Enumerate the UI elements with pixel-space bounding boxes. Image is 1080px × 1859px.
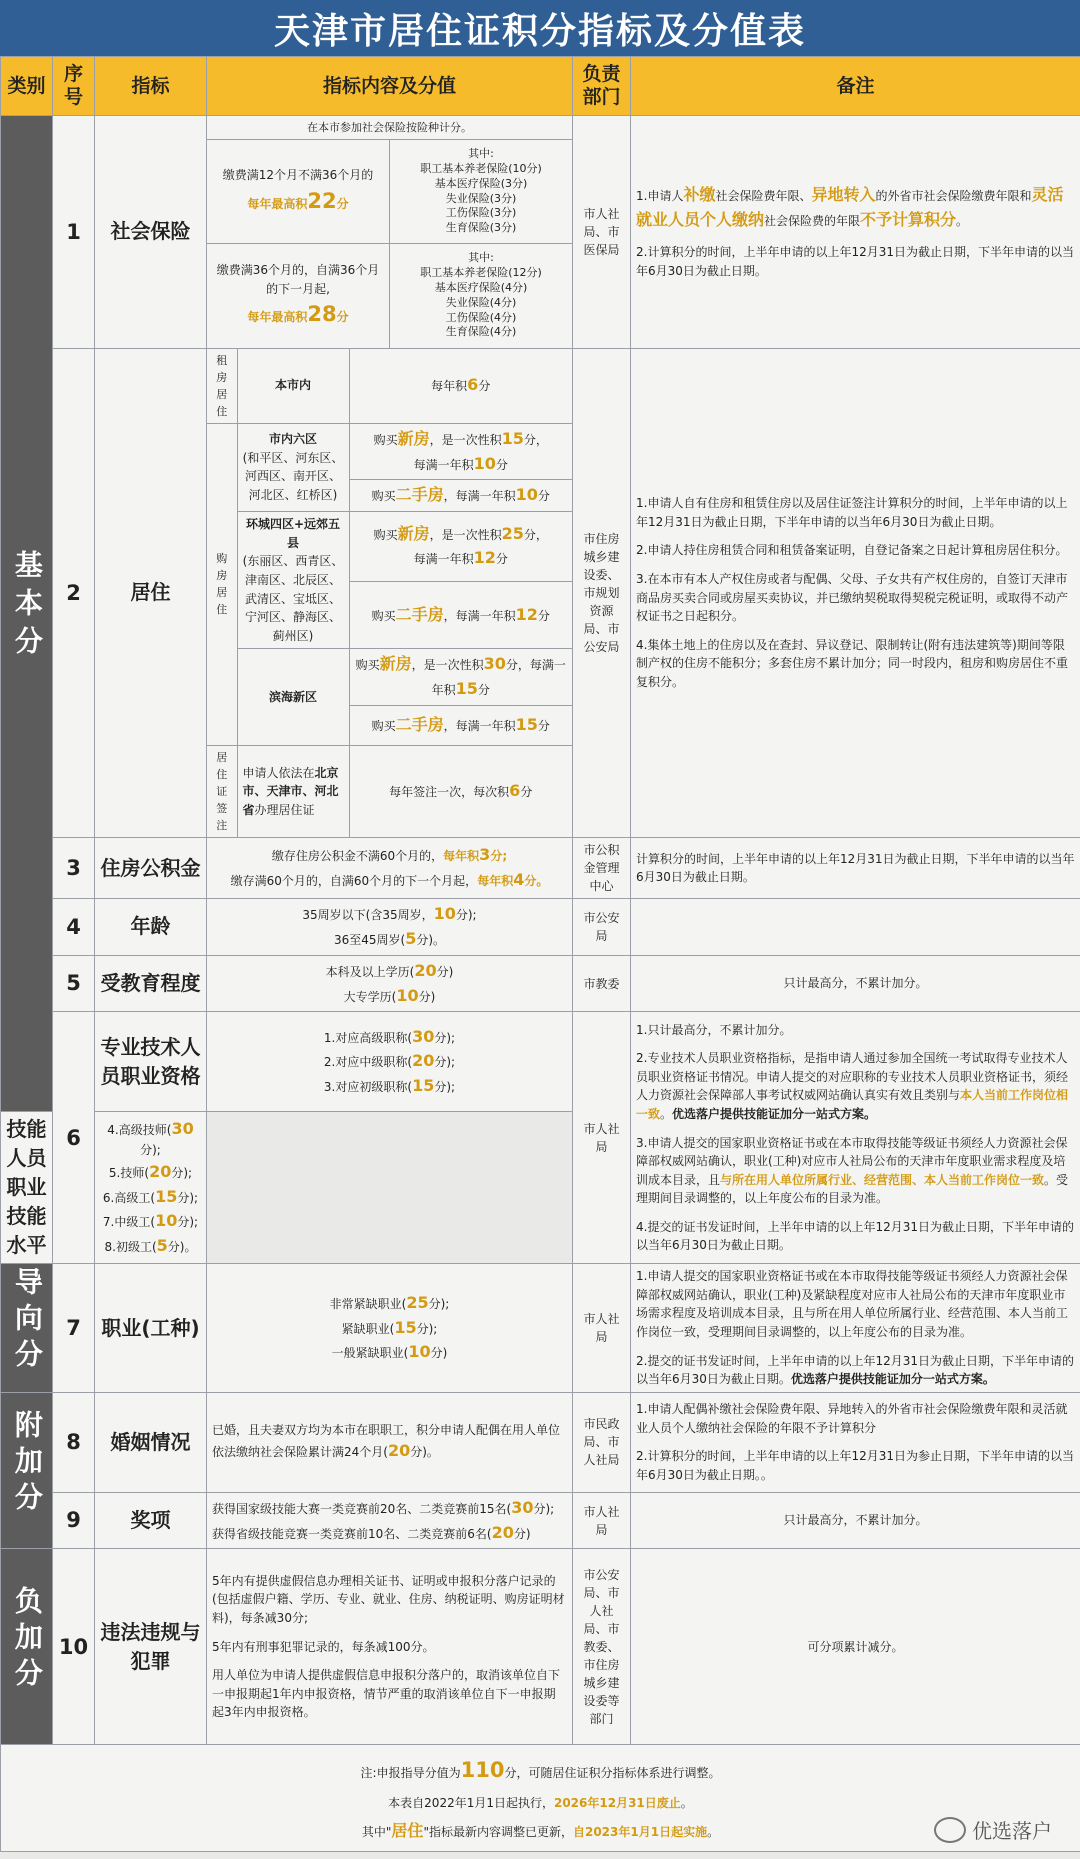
score-value: 20 xyxy=(412,1051,435,1071)
remark-text: 1.申请人 xyxy=(636,189,684,204)
score-value: 15 xyxy=(515,714,538,734)
row-number: 1 xyxy=(53,116,95,349)
remark-highlight: 不予计算积分 xyxy=(860,210,957,230)
content-text: 5年内有提供虚假信息办理相关证书、证明或申报积分落户记录的(包括虚假户籍、学历、专业、就业、住房、纳税证明、购房证明材料)，每条减30分; xyxy=(212,1573,565,1626)
header-indicator: 指标 xyxy=(95,57,207,116)
remark: 只计最高分，不累计加分。 xyxy=(631,1492,1080,1549)
content-text: 分); xyxy=(434,1055,456,1070)
remark-highlight: 补缴 xyxy=(683,185,716,205)
buy-label: 购房居住 xyxy=(207,423,237,745)
indicator-content xyxy=(207,348,573,838)
content-text: 已婚，且夫妻双方均为本市在职职工，积分申请人配偶在用人单位依法缴纳社会保险累计满24个月( xyxy=(212,1422,561,1460)
points-table xyxy=(0,56,1080,1852)
indicator-content xyxy=(207,838,573,899)
score-value: 20 xyxy=(387,1441,411,1461)
content-text: 生育保险(4分) xyxy=(445,325,517,339)
content-text: 4.高级技师( xyxy=(107,1122,172,1137)
score-value: 12 xyxy=(515,604,538,624)
content-text: 北京市、天津市、河北省 xyxy=(242,765,339,817)
score-value: 3 xyxy=(479,845,491,865)
content-text: 35周岁以下(含35周岁， xyxy=(302,908,434,923)
table-row xyxy=(1,1549,1080,1745)
footer-text: 其中" xyxy=(361,1825,392,1840)
table-row xyxy=(1,1492,1080,1549)
content-text: 一般紧缺职业( xyxy=(331,1346,409,1361)
remark-text: 1.申请人配偶补缴社会保险费年限、异地转入的外省市社会保险缴费年限和灵活就业人员个人缴纳社会保险的年限不予计算积分 xyxy=(636,1402,1068,1435)
content-text: 8.初级工( xyxy=(104,1240,157,1255)
score-value: 30 xyxy=(483,654,506,674)
remark-promo: 优选落户提供技能证加分一站式方案。 xyxy=(672,1106,877,1121)
department: 市民政局、市人社局 xyxy=(573,1392,631,1492)
content-text: 1.对应高级职称( xyxy=(323,1030,413,1045)
content-text: 职工基本养老保险(10分) xyxy=(420,161,542,175)
indicator-content xyxy=(207,1012,573,1112)
remark xyxy=(631,1264,1080,1393)
score-value: 5 xyxy=(156,1236,168,1256)
content-text: 分)。 xyxy=(410,1445,439,1460)
department: 市住房城乡建设委、市规划资源局、市公安局 xyxy=(573,348,631,838)
score-text: 分。 xyxy=(524,874,549,889)
content-text: 紧缺职业( xyxy=(341,1321,395,1336)
score-value: 10 xyxy=(515,485,538,505)
content-text: 购买 xyxy=(373,527,398,542)
remark: 计算积分的时间，上半年申请的以上年12月31日为截止日期，下半年申请的以当年6月30日为截止日期。 xyxy=(631,838,1080,899)
remark-text: 1.申请人提交的国家职业资格证书或在本市取得技能等级证书须经人力资源社会保障部权威网站确认，职业(工种)及紧缺程度对应市人社局公布的天津市年度职业市场需求程度及培训成本目录，且与所在用人单位所属行业、经营范围、本人当前工作岗位一致，受理期间目录调整的，以上年度公布的目录为准。 xyxy=(636,1269,1069,1340)
content-text: 分); xyxy=(434,1030,456,1045)
indicator-name: 奖项 xyxy=(95,1492,207,1549)
table-row xyxy=(1,1392,1080,1492)
indicator-content xyxy=(207,1392,573,1492)
content-text: 7.中级工( xyxy=(102,1215,156,1230)
score-text: 每年积 xyxy=(477,874,514,889)
score-value: 4 xyxy=(513,870,525,890)
score-value: 6 xyxy=(509,781,521,801)
remark xyxy=(631,116,1080,349)
indicator-content xyxy=(207,116,573,349)
row-number: 2 xyxy=(53,348,95,838)
score-text: 分 xyxy=(336,196,349,211)
content-text: 分 xyxy=(495,552,508,567)
department: 市教委 xyxy=(573,955,631,1012)
score-text: 新房 xyxy=(397,428,430,448)
content-text: 5.技师( xyxy=(108,1165,150,1180)
row-number: 7 xyxy=(53,1264,95,1393)
content-text: 分); xyxy=(177,1190,199,1205)
remark-text: 3.在本市有本人产权住房或者与配偶、父母、子女共有产权住房的，自签订天津市商品房买卖合同或房屋买卖协议，并已缴纳契税取得契税完税证明，或取得不动产权证书之日起积分。 xyxy=(636,571,1069,624)
row-number: 5 xyxy=(53,955,95,1012)
footer-text: 注:申报指导分值为 xyxy=(360,1766,461,1781)
indicator-content xyxy=(207,899,573,956)
score-value: 25 xyxy=(501,523,524,543)
indicator-name: 专业技术人员职业资格 xyxy=(95,1012,207,1112)
remark-text: 1.申请人自有住房和租赁住房以及居住证签注计算积分的时间，上半年申请的以上年12月31日为截止日期，下半年申请的以当年6月30日为截止日期。 xyxy=(636,496,1068,529)
content-text: 分 xyxy=(495,457,508,472)
content-text: 分) xyxy=(436,964,454,979)
content-text: 非常紧缺职业( xyxy=(329,1296,407,1311)
content-text: 其中: xyxy=(468,251,494,265)
content-text: 分); xyxy=(171,1165,193,1180)
content-text: 分， xyxy=(523,432,548,447)
row-number: 8 xyxy=(53,1392,95,1492)
score-value: 20 xyxy=(491,1522,514,1542)
content-text: 每年签注一次，每次积 xyxy=(389,785,510,800)
watermark-text: 优选落户 xyxy=(972,1819,1052,1843)
header-department: 负责部门 xyxy=(573,57,631,116)
visa-label: 居住证签注 xyxy=(207,745,237,837)
indicator-content xyxy=(207,1549,573,1745)
category-guide: 导向分 xyxy=(1,1264,53,1393)
category-negative: 负加分 xyxy=(1,1549,53,1745)
score-text: 二手房 xyxy=(395,604,444,624)
footer-text: "指标最新内容调整已更新， xyxy=(423,1825,573,1840)
score-value: 15 xyxy=(155,1186,178,1206)
score-text: 二手房 xyxy=(395,714,444,734)
indicator-name: 住房公积金 xyxy=(95,838,207,899)
remark-highlight: 本人当前工作岗位相一致 xyxy=(636,1088,1069,1121)
remark xyxy=(631,899,1080,956)
remark: 只计最高分，不累计加分。 xyxy=(631,955,1080,1012)
footer-highlight: 2026年12月31日废止 xyxy=(553,1796,681,1811)
score-value: 10 xyxy=(473,453,496,473)
score-text: 每年积 xyxy=(431,379,468,394)
remark-text: 2.专业技术人员职业资格指标，是指申请人通过参加全国统一考试取得专业技术人员职业资格证书情况。申请人提交的对应职称的专业技术人员职业资格证书，须经人力资源社会保障部人事考试权威网站确认真实有效且类别与 xyxy=(636,1051,1069,1103)
content-text: 分 xyxy=(537,718,550,733)
content-text: 分); xyxy=(140,1143,161,1158)
score-text: 每年最高积 xyxy=(247,310,308,325)
table-header-row xyxy=(1,57,1080,116)
indicator-content xyxy=(207,955,573,1012)
remark-text: 3.申请人提交的国家职业资格证书或在本市取得技能等级证书须经人力资源社会保障部权威网站确认，职业(工种)对应市人社局公布的天津市年度职业需求程度及培训成本目录，且 xyxy=(636,1135,1068,1187)
indicator-content xyxy=(95,1112,207,1264)
score-value: 15 xyxy=(394,1317,417,1337)
remark-highlight: 与所在用人单位所属行业、经营范围、本人当前工作岗位一致 xyxy=(720,1172,1045,1187)
content-text: ，每满一年积 xyxy=(443,608,516,623)
table-row xyxy=(1,1264,1080,1393)
score-value: 10 xyxy=(408,1342,431,1362)
content-text: 购买 xyxy=(371,718,396,733)
content-text: 分) xyxy=(513,1526,531,1541)
content-text: 缴费满36个月的，自满36个月的下一月起, xyxy=(216,262,380,296)
content-text: 购买 xyxy=(355,658,380,673)
indicator-name: 违法违规与犯罪 xyxy=(95,1549,207,1745)
zone-list: (和平区、河东区、河西区、南开区、河北区、红桥区) xyxy=(242,450,344,503)
header-category: 类别 xyxy=(1,57,53,116)
zone-name: 市内六区 xyxy=(268,432,317,447)
header-content: 指标内容及分值 xyxy=(207,57,573,116)
content-text: 分 xyxy=(537,489,550,504)
remark-text: 2.计算积分的时间，上半年申请的以上年12月31日为参止日期，下半年申请的以当年6月30日为截止日期。。 xyxy=(636,1449,1074,1482)
score-value: 5 xyxy=(405,928,417,948)
row-number: 10 xyxy=(53,1549,95,1745)
remark-highlight: 异地转入 xyxy=(811,185,876,205)
content-text: 工伤保险(3分) xyxy=(445,206,517,220)
content-text: 购买 xyxy=(371,608,396,623)
content-text: 获得国家级技能大赛一类竞赛前20名、二类竞赛前15名( xyxy=(212,1501,512,1516)
indicator-content xyxy=(207,1264,573,1393)
score-value: 28 xyxy=(307,302,337,327)
content-text: 大专学历( xyxy=(343,989,397,1004)
remark-text: 。 xyxy=(660,1106,673,1121)
department: 市公安局 xyxy=(573,899,631,956)
remark-text: 社会保险费年限、 xyxy=(715,189,812,204)
indicator-name: 社会保险 xyxy=(95,116,207,349)
content-text: 购买 xyxy=(371,489,396,504)
content-text: 5年内有刑事犯罪记录的，每条减100分。 xyxy=(212,1639,435,1654)
department: 市公积金管理中心 xyxy=(573,838,631,899)
content-text: ，是一次性积 xyxy=(429,432,502,447)
content-text: 2.对应中级职称( xyxy=(323,1055,413,1070)
remark-text: 1.只计最高分，不累计加分。 xyxy=(636,1022,792,1037)
content-text: 本科及以上学历( xyxy=(325,964,415,979)
zone-name: 滨海新区 xyxy=(237,649,349,746)
indicator-name: 受教育程度 xyxy=(95,955,207,1012)
content-text: 生育保险(3分) xyxy=(445,221,517,235)
score-text: 每年积 xyxy=(443,849,480,864)
row-number: 4 xyxy=(53,899,95,956)
footer-highlight: 自2023年1月1日起实施 xyxy=(572,1825,708,1840)
remark xyxy=(631,1392,1080,1492)
remark-text: 2.计算积分的时间，上半年申请的以上年12月31日为截止日期，下半年申请的以当年6月30日为截止日期。 xyxy=(636,244,1074,278)
page-title: 天津市居住证积分指标及分值表 xyxy=(0,0,1080,56)
score-text: 每年最高积 xyxy=(247,196,308,211)
remark-highlight: 灵活就业人员个人缴纳 xyxy=(636,185,1064,230)
content-text: 3.对应初级职称( xyxy=(323,1080,413,1095)
content-text: 缴费满12个月不满36个月的 xyxy=(222,167,374,182)
content-text: 在本市参加社会保险按险种计分。 xyxy=(207,116,572,140)
header-number: 序号 xyxy=(53,57,95,116)
content-text: 分 xyxy=(477,683,490,698)
score-text: 分; xyxy=(490,849,508,864)
score-value: 20 xyxy=(414,960,437,980)
indicator-content xyxy=(207,1492,573,1549)
content-text: 其中: xyxy=(468,147,494,161)
content-text: 分)。 xyxy=(167,1240,197,1255)
score-value: 15 xyxy=(455,679,478,699)
content-text: 分); xyxy=(428,1296,450,1311)
score-value: 10 xyxy=(433,904,456,924)
score-text: 分 xyxy=(336,310,349,325)
content-text: ，每满一年积 xyxy=(443,718,516,733)
score-text: 二手房 xyxy=(395,485,444,505)
content-text: 分 xyxy=(520,785,533,800)
row-number: 6 xyxy=(53,1012,95,1264)
content-text: 6.高级工( xyxy=(102,1190,156,1205)
content-text: 基本医疗保险(4分) xyxy=(434,280,528,294)
footer-highlight: 居住 xyxy=(391,1821,424,1841)
score-value: 15 xyxy=(412,1076,435,1096)
score-value: 12 xyxy=(473,548,496,568)
content-text: 每满一年积 xyxy=(413,552,474,567)
score-value: 6 xyxy=(467,375,479,395)
department: 市公安局、市人社局、市教委、市住房城乡建设委等部门 xyxy=(573,1549,631,1745)
indicator-name: 技能人员职业技能水平 xyxy=(1,1112,53,1264)
content-text: 工伤保险(4分) xyxy=(445,310,517,324)
header-remark: 备注 xyxy=(631,57,1080,116)
content-text: 获得省级技能竞赛一类竞赛前10名、二类竞赛前6名( xyxy=(212,1526,492,1541)
footer-text: 本表自2022年1月1日起执行， xyxy=(388,1796,554,1811)
content-text: 分); xyxy=(177,1215,199,1230)
remark: 可分项累计减分。 xyxy=(631,1549,1080,1745)
department: 市人社局 xyxy=(573,1012,631,1264)
content-text: 分); xyxy=(416,1321,438,1336)
remark-text: 2.申请人持住房租赁合同和租赁备案证明，自登记备案之日起计算租房居住积分。 xyxy=(636,543,1068,558)
category-basic: 基本分 xyxy=(1,116,53,1112)
content-text: 基本医疗保险(3分) xyxy=(434,176,528,190)
content-text: 购买 xyxy=(373,432,398,447)
remark-text: 4.提交的证书发证时间，上半年申请的以上年12月31日为截止日期，下半年申请的以当年6月30日为截止日期。 xyxy=(636,1219,1074,1253)
content-text: ，是一次性积 xyxy=(429,527,502,542)
indicator-name: 居住 xyxy=(95,348,207,838)
content-text: ，是一次性积 xyxy=(411,658,484,673)
table-row xyxy=(1,1012,1080,1112)
content-text: 分， xyxy=(523,527,548,542)
remark-text: 的外省市社会保险缴费年限和 xyxy=(875,189,1032,204)
content-text: 36至45周岁( xyxy=(333,932,406,947)
content-text: 本市内 xyxy=(237,349,349,424)
content-text: 分) xyxy=(418,989,436,1004)
footer-row xyxy=(1,1745,1080,1852)
zone-list: (东丽区、西青区、津南区、北辰区、武清区、宝坻区、宁河区、静海区、蓟州区) xyxy=(242,554,344,643)
footer-score: 110 xyxy=(460,1758,505,1783)
row-number: 9 xyxy=(53,1492,95,1549)
score-value: 30 xyxy=(171,1118,194,1138)
category-extra: 附加分 xyxy=(1,1392,53,1549)
table-row xyxy=(1,955,1080,1012)
content-text: 分) xyxy=(430,1346,448,1361)
content-text: 分); xyxy=(455,908,477,923)
score-text: 新房 xyxy=(397,523,430,543)
wechat-icon xyxy=(934,1817,966,1843)
content-text: 每满一年积 xyxy=(431,658,566,698)
content-text: 分， xyxy=(505,658,530,673)
content-text: 失业保险(3分) xyxy=(445,191,517,205)
remark-text: 。受理期间目录调整的，以上年度公布的目录为准。 xyxy=(636,1172,1069,1206)
score-value: 20 xyxy=(149,1161,172,1181)
score-text: 分 xyxy=(478,379,491,394)
content-text: 用人单位为申请人提供虚假信息申报积分落户的，取消该单位自下一申报期起1年内申报资格，情节严重的取消该单位自下一申报期起3年内申报资格。 xyxy=(212,1668,561,1720)
score-text: 新房 xyxy=(379,654,412,674)
table-row xyxy=(1,899,1080,956)
content-text: 缴存满60个月的，自满60个月的下一个月起， xyxy=(230,874,478,889)
table-row xyxy=(1,838,1080,899)
remark xyxy=(631,1012,1080,1264)
remark-text: 2.提交的证书发证时间，上半年申请的以上年12月31日为截止日期，下半年申请的以当年6月30日为截止日期。 xyxy=(636,1353,1074,1387)
footer-text: 分，可随居住证积分指标体系进行调整。 xyxy=(504,1766,721,1781)
score-value: 15 xyxy=(501,428,524,448)
content-text: 申请人依法在 xyxy=(242,765,315,780)
indicator-name: 年龄 xyxy=(95,899,207,956)
department: 市人社局、市医保局 xyxy=(573,116,631,349)
content-text: 办理居住证 xyxy=(254,802,315,817)
remark xyxy=(631,348,1080,838)
remark-promo: 优选落户提供技能证加分一站式方案。 xyxy=(790,1372,995,1387)
zone-name: 环城四区+远郊五县 xyxy=(245,517,341,550)
content-text: 缴存住房公积金不满60个月的， xyxy=(271,849,444,864)
score-value: 10 xyxy=(396,985,419,1005)
content-text: 职工基本养老保险(12分) xyxy=(420,266,542,280)
table-row xyxy=(1,116,1080,349)
content-text: 分)。 xyxy=(416,932,446,947)
content-text: 分 xyxy=(537,608,550,623)
remark-text: 。 xyxy=(956,214,969,229)
department: 市人社局 xyxy=(573,1492,631,1549)
content-text: 分); xyxy=(533,1501,555,1516)
score-value: 25 xyxy=(406,1292,429,1312)
content-text: ，每满一年积 xyxy=(443,489,516,504)
watermark xyxy=(934,1815,1052,1844)
content-text: 每满一年积 xyxy=(413,457,474,472)
score-value: 22 xyxy=(307,188,337,213)
footer-text: 。 xyxy=(680,1796,693,1811)
rent-label: 租房居住 xyxy=(207,349,237,424)
department: 市人社局 xyxy=(573,1264,631,1393)
remark-text: 4.集体土地上的住房以及在查封、异议登记、限制转让(附有违法建筑等)期间等限制产权的住房不能积分；多套住房不累计加分；同一时段内，租房和购房居住不重复积分。 xyxy=(636,637,1069,689)
table-row xyxy=(1,348,1080,838)
score-value: 30 xyxy=(511,1497,534,1517)
content-text: 分); xyxy=(434,1080,456,1095)
footer-note xyxy=(1,1745,1080,1852)
score-value: 30 xyxy=(412,1026,435,1046)
content-text: 失业保险(4分) xyxy=(445,295,517,309)
row-number: 3 xyxy=(53,838,95,899)
score-value: 10 xyxy=(155,1211,178,1231)
footer-text: 。 xyxy=(707,1825,720,1840)
indicator-name: 婚姻情况 xyxy=(95,1392,207,1492)
remark-text: 社会保险费的年限 xyxy=(764,214,861,229)
indicator-name: 职业(工种) xyxy=(95,1264,207,1393)
